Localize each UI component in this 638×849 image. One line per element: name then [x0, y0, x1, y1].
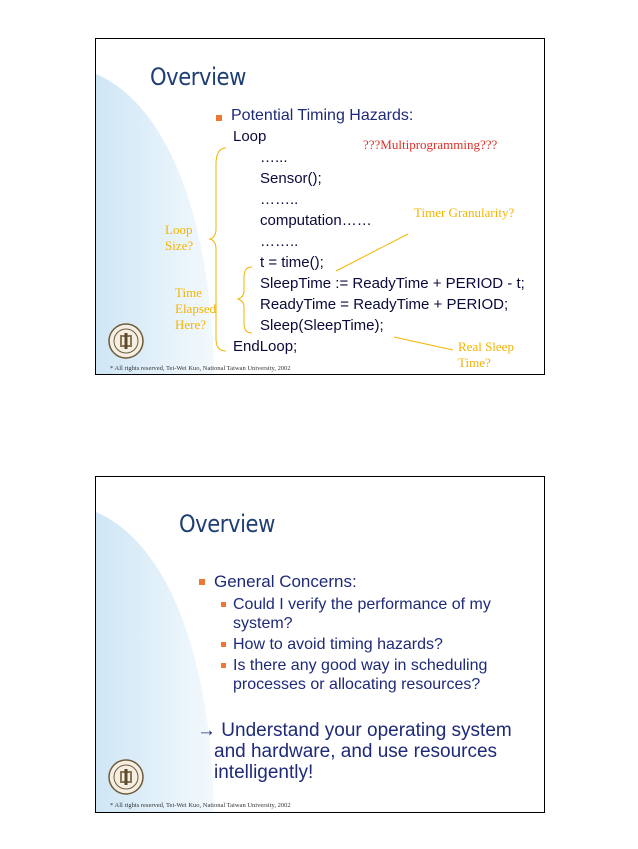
bullet-icon: [199, 579, 205, 585]
code-line: Loop: [233, 128, 267, 145]
code-line: ReadyTime = ReadyTime + PERIOD;: [260, 296, 509, 313]
slide-1: [95, 38, 545, 375]
sub-bullet-text: [233, 656, 487, 694]
code-line: Sleep(SleepTime);: [260, 317, 384, 334]
sub-bullet-icon: [221, 663, 226, 668]
code-line: …...: [260, 149, 288, 166]
annotation-line: Time: [175, 285, 202, 300]
conclusion-line: intelligently!: [214, 762, 314, 783]
sub-bullet-text: [233, 595, 491, 633]
code-line: SleepTime := ReadyTime + PERIOD - t;: [260, 275, 525, 292]
sub-bullet-line: system?: [233, 615, 293, 632]
university-seal-icon: [108, 759, 144, 795]
annotation-line: Elapsed: [175, 301, 217, 316]
bullet-text: General Concerns:: [214, 572, 357, 591]
conclusion: [197, 720, 512, 783]
sub-bullet-line: Is there any good way in scheduling: [233, 657, 488, 674]
code-line: Sensor();: [260, 170, 322, 187]
code-line: ……..: [260, 191, 299, 208]
time-elapsed-brace: [238, 267, 252, 333]
annotation-timer-granularity: Timer Granularity?: [414, 205, 515, 220]
conclusion-line: Understand your operating system: [221, 720, 512, 741]
code-line: computation……: [260, 212, 372, 229]
footer-copyright: * All rights reserved, Tei-Wei Kuo, National Taiwan University, 2002: [110, 802, 291, 809]
sub-bullet-line: How to avoid timing hazards?: [233, 636, 443, 653]
timer-granularity-pointer: [336, 234, 408, 271]
conclusion-line: and hardware, and use resources: [214, 741, 498, 762]
annotation-line: Loop: [165, 222, 193, 237]
annotation-line: Size?: [165, 238, 194, 253]
slide-2: [95, 476, 545, 813]
slide-title: Overview: [150, 63, 246, 91]
annotation-multiprogramming: ???Multiprogramming???: [363, 137, 498, 152]
annotation-line: Real Sleep: [458, 339, 514, 354]
loop-size-brace: [210, 148, 226, 351]
code-line: EndLoop;: [233, 338, 298, 355]
annotation-line: Time?: [458, 355, 491, 370]
sub-bullet-line: processes or allocating resources?: [233, 676, 481, 693]
arrow-right-icon: →: [197, 720, 216, 741]
sub-bullet-icon: [221, 642, 226, 647]
university-seal-icon: [108, 323, 144, 359]
bullet-text: Potential Timing Hazards:: [231, 107, 414, 124]
code-line: t = time();: [260, 254, 324, 271]
sub-bullet-text: [233, 635, 443, 654]
annotation-line: Here?: [175, 317, 207, 332]
real-sleep-pointer: [394, 337, 453, 350]
footer-copyright: * All rights reserved, Tei-Wei Kuo, National Taiwan University, 2002: [110, 365, 291, 372]
annotation-marks: [96, 39, 544, 374]
code-line: ……..: [260, 233, 299, 250]
sub-bullet-icon: [221, 602, 226, 607]
sub-bullet-line: Could I verify the performance of my: [233, 596, 491, 613]
slide-title: Overview: [179, 510, 275, 538]
